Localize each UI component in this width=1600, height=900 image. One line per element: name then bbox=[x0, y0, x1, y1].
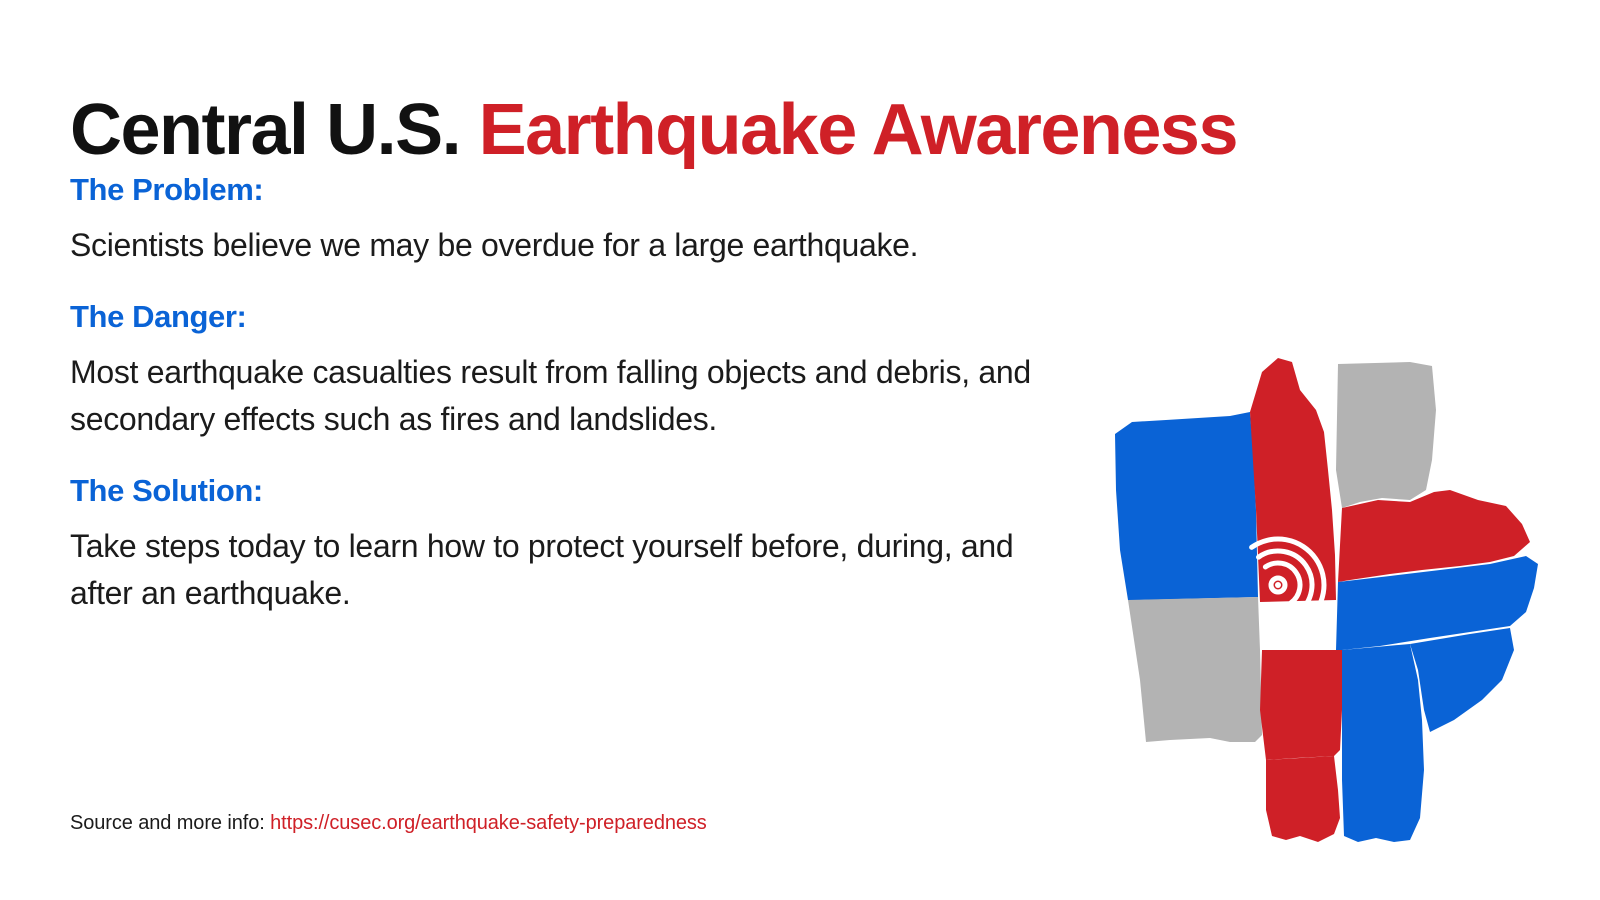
source-label: Source and more info: bbox=[70, 812, 271, 834]
content-column bbox=[70, 172, 1050, 643]
section-problem-body: Scientists believe we may be overdue for a large earthquake. bbox=[70, 227, 919, 263]
source-link[interactable]: https://cusec.org/earthquake-safety-preparedness bbox=[270, 812, 707, 834]
section-problem-heading: The Problem: bbox=[70, 172, 264, 207]
source-line bbox=[70, 812, 707, 835]
section-danger-heading: The Danger: bbox=[70, 299, 247, 335]
section-problem bbox=[70, 172, 1050, 269]
section-solution-heading: The Solution: bbox=[70, 473, 263, 509]
section-danger-body: Most earthquake casualties result from falling objects and debris, and secondary effects such as fires and landslides. bbox=[70, 354, 1031, 438]
section-solution bbox=[70, 473, 1050, 617]
state-blue-alabama bbox=[1342, 644, 1424, 842]
state-red-mississippi bbox=[1266, 756, 1340, 842]
page-title bbox=[70, 90, 1237, 171]
state-blue-right-sliver bbox=[1410, 628, 1514, 732]
section-danger bbox=[70, 299, 1050, 443]
central-us-states-map bbox=[1110, 350, 1540, 850]
state-red-arkansas bbox=[1260, 650, 1342, 760]
page-title-part1: Central U.S. bbox=[70, 90, 479, 171]
section-solution-body: Take steps today to learn how to protect yourself before, during, and after an earthquake. bbox=[70, 528, 1014, 612]
page-title-part2: Earthquake Awareness bbox=[478, 90, 1237, 171]
state-gray-indiana bbox=[1336, 362, 1436, 508]
seismic-waves-icon bbox=[1218, 525, 1338, 645]
